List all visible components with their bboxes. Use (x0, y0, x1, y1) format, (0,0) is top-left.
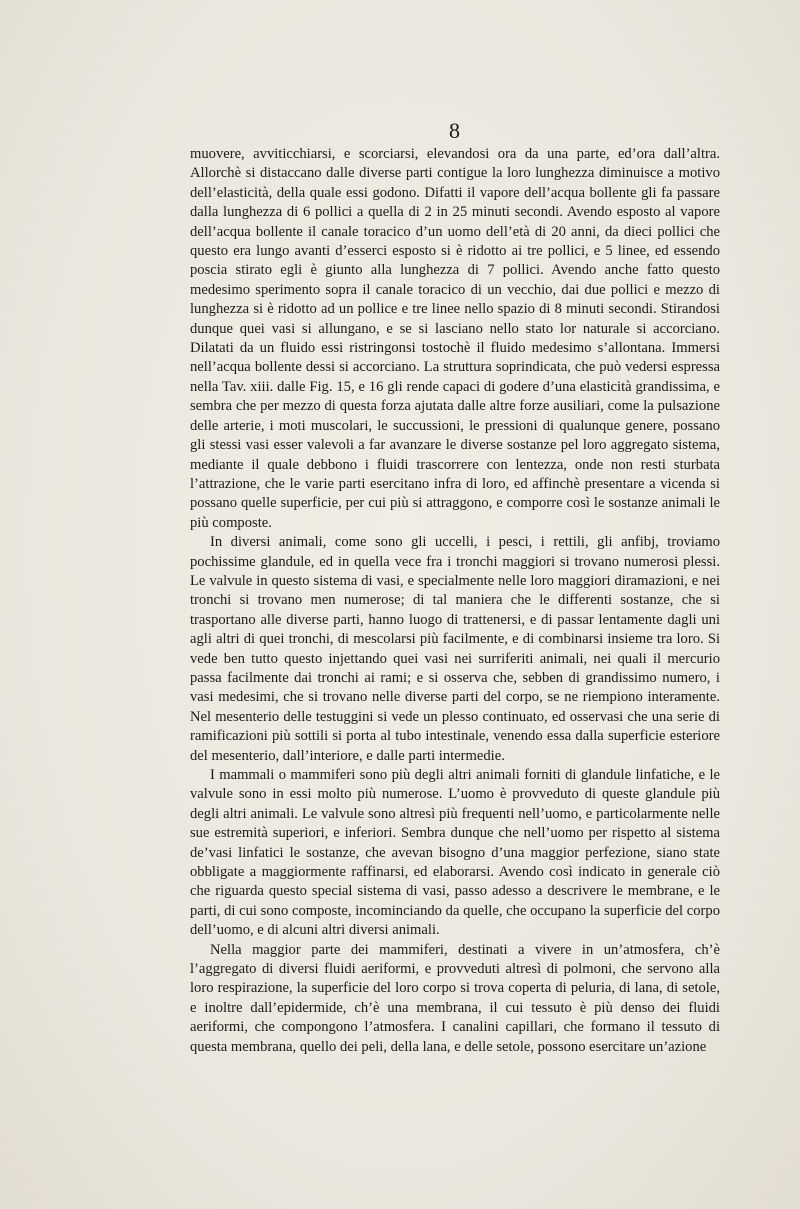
paragraph: muovere, avviticchiarsi, e scorciarsi, elevandosi ora da una parte, ed’ora dall’altra. Allorchè si distaccano dalle diverse parti contigue la loro lunghezza diminuisce a motivo dell’elasticità, della quale essi godono. Difatti il vapore dell’acqua bollente gli fa passare dalla lunghezza di 6 pollici a quella di 2 in 25 minuti secondi. Avendo esposto al vapore dell’acqua bollente il canale toracico d’un uomo dell’età di 20 anni, da dieci pollici che questo era lungo avanti d’esserci esposto si è ridotto ai tre pollici, e 5 linee, ed essendo poscia stirato egli è giunto alla lunghezza di 7 pollici. Avendo anche fatto questo medesimo sperimento sopra il canale toracico di un vecchio, dai due pollici e mezzo di lunghezza si è ridotto ad un pollice e tre linee nello spazio di 8 minuti secondi. Stirandosi dunque quei vasi si allungano, e se si lasciano nello stato lor naturale si accorciano. Dilatati da un fluido essi ristringonsi tostochè il fluido medesimo s’allontana. Immersi nell’acqua bollente dessi si accorciano. La struttura soprindicata, che può vedersi espressa nella Tav. xiii. dalle Fig. 15, e 16 gli rende capaci di godere d’una elasticità grandissima, e sembra che per mezzo di questa forza ajutata dalle altre forze ausiliari, come la pulsazione delle arterie, i moti muscolari, le succussioni, le pressioni di qualunque genere, possano gli stessi vasi esser valevoli a far avanzare le diverse sostanze pel loro aggregato sistema, mediante il quale debbono i fluidi trascorrere con lentezza, onde non resti sturbata l’attrazione, che le varie parti esercitano infra di loro, ed affinchè presentare a vicenda si possano quelle superficie, per cui più si attraggono, e comporre così le sostanze animali le più composte. (190, 146, 720, 531)
text-body (190, 145, 720, 1057)
paragraph: I mammali o mammiferi sono più degli altri animali forniti di glandule linfatiche, e le valvule sono in essi molto più numerose. L’uomo è provveduto di queste glandule più degli altri animali. Le valvule sono altresì più frequenti nell’uomo, e particolarmente nelle sue estremità superiori, e inferiori. Sembra dunque che nell’uomo per rispetto al sistema de’vasi linfatici le sostanze, che avevan bisogno d’una maggior perfezione, siano state obbligate a maggiormente raffinarsi, ed elaborarsi. Avendo così indicato in generale ciò che riguarda questo special sistema di vasi, passo adesso a descrivere le membrane, e le parti, di cui sono composte, incominciando da quelle, che occupano la superficie del corpo dell’uomo, e di alcuni altri diversi animali. (190, 767, 720, 939)
paragraph: In diversi animali, come sono gli uccelli, i pesci, i rettili, gli anfibj, troviamo pochissime glandule, ed in quella vece fra i tronchi maggiori si trovano numerosi plessi. Le valvule in questo sistema di vasi, e specialmente nelle loro maggiori diramazioni, e nei tronchi si trovano men numerose; di tal maniera che le differenti sostanze, che si trasportano alle diverse parti, hanno luogo di trattenersi, e di passar lentamente dagli uni agli altri di quei tronchi, di mescolarsi più facilmente, e di combinarsi insieme tra loro. Si vede ben tutto questo injettando quei vasi nei surriferiti animali, nei quali il mercurio passa facilmente dai tronchi ai rami; e si osserva che, sebben di grandissimo numero, i vasi medesimi, che si trovano nelle diverse parti del corpo, se ne riempiono interamente. Nel mesenterio delle testuggini si vede un plesso continuato, ed osservasi che una serie di ramificazioni più sottili si porta al tubo intestinale, venendo essa dalla superficie esteriore del mesenterio, dall’interiore, e dalle parti intermedie. (190, 534, 720, 764)
page-number: 8 (449, 118, 461, 143)
paragraph: Nella maggior parte dei mammiferi, destinati a vivere in un’atmosfera, ch’è l’aggregato di diversi fluidi aeriformi, e provveduti altresì di polmoni, che servono alla loro respirazione, la superficie del loro corpo si trova coperta di peluria, di lana, di setole, e inoltre dall’epidermide, ch’è una membrana, il cui tessuto è più denso dei fluidi aeriformi, che compongono l’atmosfera. I canalini capillari, che formano il tessuto di questa membrana, quello dei peli, della lana, e delle setole, possono esercitare un’azione (190, 941, 720, 1055)
